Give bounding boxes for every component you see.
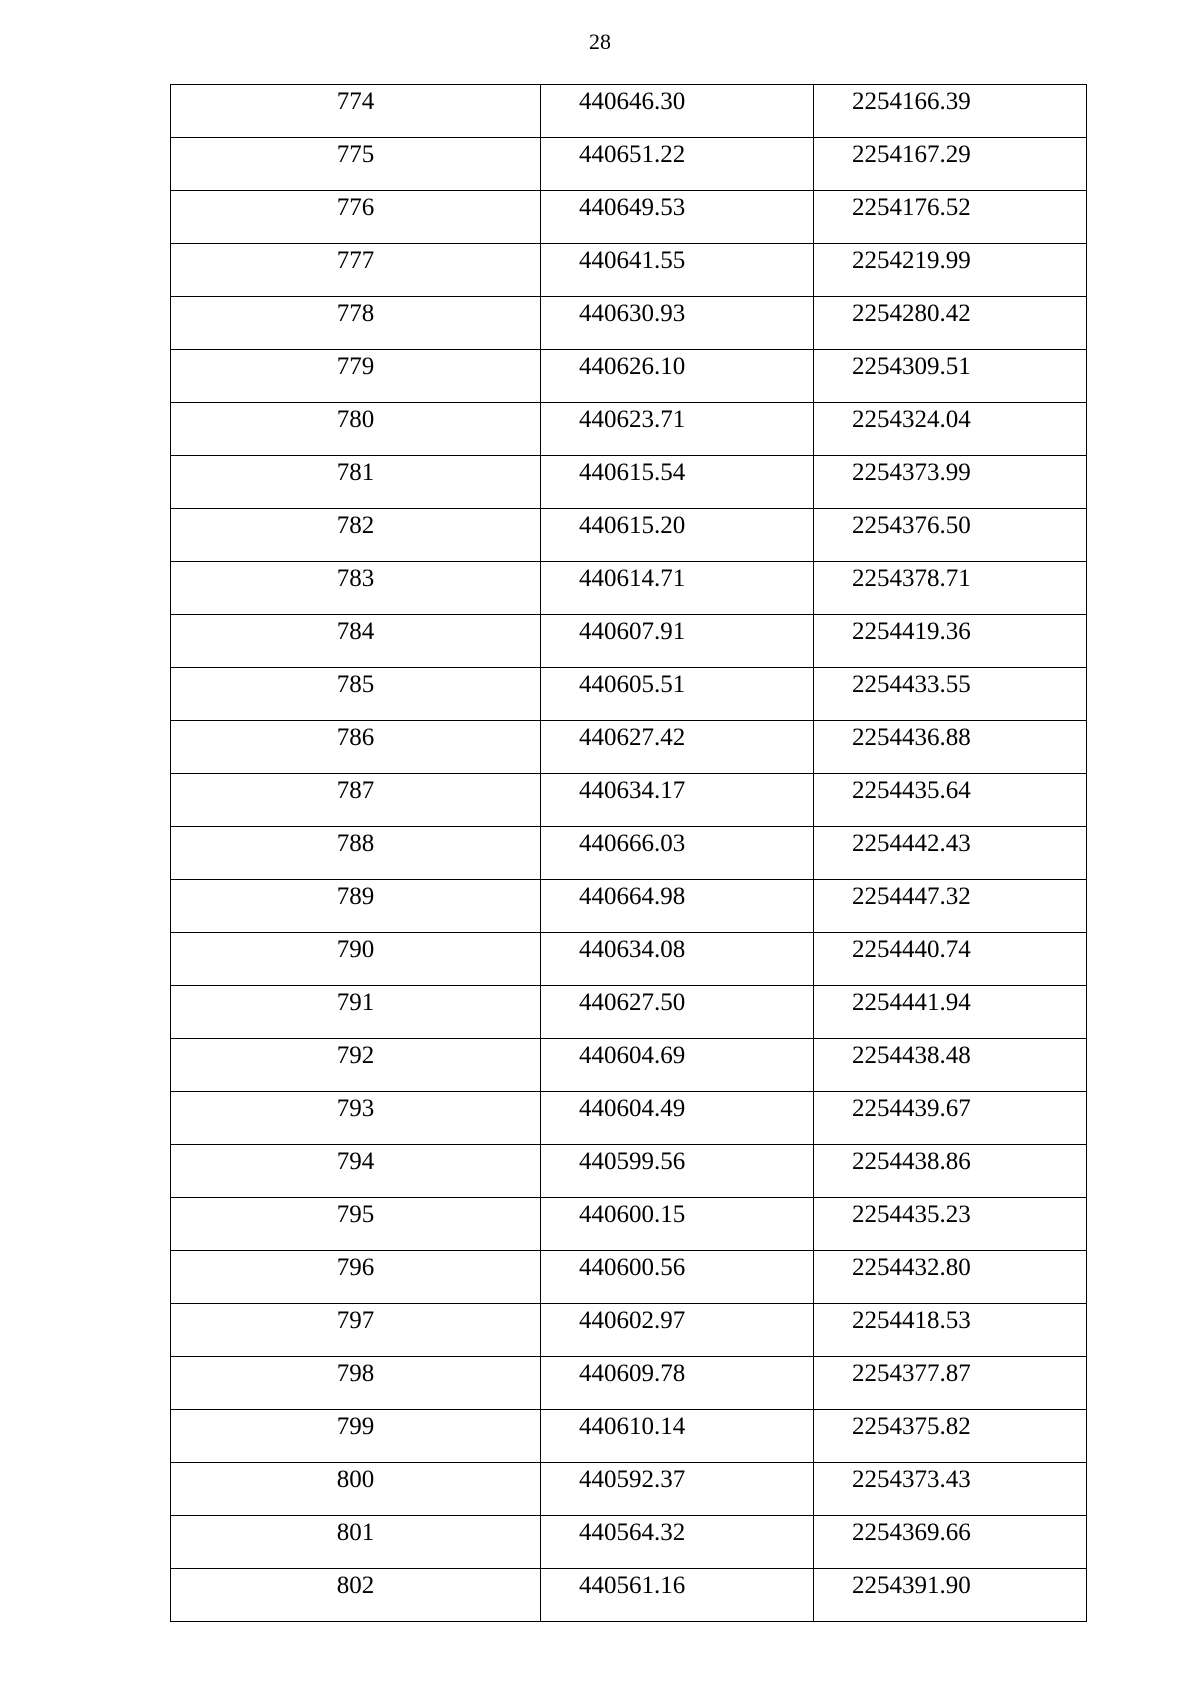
table-row (171, 562, 1087, 615)
cell-text: 440627.50 (579, 989, 686, 1016)
cell-text: 785 (336, 671, 375, 698)
cell-text: 787 (336, 777, 375, 804)
cell-text: 440604.69 (579, 1042, 686, 1069)
x-coordinate-cell (541, 403, 814, 456)
x-coordinate-cell (541, 509, 814, 562)
table-row (171, 297, 1087, 350)
y-coordinate-cell (814, 1516, 1087, 1569)
page-number: 28 (589, 29, 611, 54)
x-coordinate-cell (541, 1145, 814, 1198)
y-coordinate-cell (814, 138, 1087, 191)
cell-text: 2254309.51 (852, 353, 971, 380)
point-number-cell (171, 721, 541, 774)
table-row (171, 668, 1087, 721)
cell-text: 779 (336, 353, 375, 380)
cell-text: 794 (336, 1148, 375, 1175)
point-number-cell (171, 350, 541, 403)
cell-text: 780 (336, 406, 375, 433)
table-row (171, 774, 1087, 827)
cell-text: 440602.97 (579, 1307, 686, 1334)
cell-text: 2254219.99 (852, 247, 971, 274)
cell-text: 777 (336, 247, 375, 274)
point-number-cell (171, 1569, 541, 1622)
y-coordinate-cell (814, 668, 1087, 721)
point-number-cell (171, 509, 541, 562)
point-number-cell (171, 191, 541, 244)
cell-text: 440607.91 (579, 618, 686, 645)
point-number-cell (171, 456, 541, 509)
y-coordinate-cell (814, 615, 1087, 668)
cell-text: 783 (336, 565, 375, 592)
cell-text: 440634.17 (579, 777, 686, 804)
coordinates-table-body (171, 85, 1087, 1622)
cell-text: 440634.08 (579, 936, 686, 963)
table-row (171, 721, 1087, 774)
x-coordinate-cell (541, 1357, 814, 1410)
cell-text: 2254369.66 (852, 1519, 971, 1546)
cell-text: 440561.16 (579, 1572, 686, 1599)
point-number-cell (171, 1463, 541, 1516)
cell-text: 792 (336, 1042, 375, 1069)
cell-text: 795 (336, 1201, 375, 1228)
cell-text: 440646.30 (579, 88, 686, 115)
cell-text: 2254280.42 (852, 300, 971, 327)
cell-text: 440641.55 (579, 247, 686, 274)
table-row (171, 827, 1087, 880)
cell-text: 440592.37 (579, 1466, 686, 1493)
table-row (171, 880, 1087, 933)
cell-text: 2254166.39 (852, 88, 971, 115)
table-row (171, 1251, 1087, 1304)
point-number-cell (171, 1251, 541, 1304)
cell-text: 440615.20 (579, 512, 686, 539)
point-number-cell (171, 1092, 541, 1145)
x-coordinate-cell (541, 1039, 814, 1092)
cell-text: 440604.49 (579, 1095, 686, 1122)
cell-text: 2254439.67 (852, 1095, 971, 1122)
x-coordinate-cell (541, 1304, 814, 1357)
y-coordinate-cell (814, 350, 1087, 403)
table-row (171, 1039, 1087, 1092)
cell-text: 791 (336, 989, 375, 1016)
cell-text: 2254376.50 (852, 512, 971, 539)
table-row (171, 933, 1087, 986)
cell-text: 440600.56 (579, 1254, 686, 1281)
cell-text: 2254435.64 (852, 777, 971, 804)
cell-text: 2254373.99 (852, 459, 971, 486)
y-coordinate-cell (814, 933, 1087, 986)
cell-text: 2254418.53 (852, 1307, 971, 1334)
cell-text: 796 (336, 1254, 375, 1281)
point-number-cell (171, 138, 541, 191)
x-coordinate-cell (541, 1410, 814, 1463)
y-coordinate-cell (814, 1145, 1087, 1198)
y-coordinate-cell (814, 1463, 1087, 1516)
y-coordinate-cell (814, 403, 1087, 456)
cell-text: 2254377.87 (852, 1360, 971, 1387)
x-coordinate-cell (541, 191, 814, 244)
table-row (171, 138, 1087, 191)
cell-text: 782 (336, 512, 375, 539)
cell-text: 800 (336, 1466, 375, 1493)
cell-text: 2254378.71 (852, 565, 971, 592)
cell-text: 440564.32 (579, 1519, 686, 1546)
cell-text: 440600.15 (579, 1201, 686, 1228)
point-number-cell (171, 244, 541, 297)
y-coordinate-cell (814, 880, 1087, 933)
point-number-cell (171, 827, 541, 880)
point-number-cell (171, 1357, 541, 1410)
cell-text: 793 (336, 1095, 375, 1122)
cell-text: 797 (336, 1307, 375, 1334)
x-coordinate-cell (541, 562, 814, 615)
y-coordinate-cell (814, 1410, 1087, 1463)
x-coordinate-cell (541, 138, 814, 191)
y-coordinate-cell (814, 1304, 1087, 1357)
y-coordinate-cell (814, 1357, 1087, 1410)
point-number-cell (171, 562, 541, 615)
table-row (171, 1198, 1087, 1251)
cell-text: 440627.42 (579, 724, 686, 751)
table-row (171, 1463, 1087, 1516)
table-row (171, 456, 1087, 509)
cell-text: 2254373.43 (852, 1466, 971, 1493)
table-row (171, 1410, 1087, 1463)
cell-text: 2254391.90 (852, 1572, 971, 1599)
table-row (171, 85, 1087, 138)
point-number-cell (171, 85, 541, 138)
x-coordinate-cell (541, 933, 814, 986)
x-coordinate-cell (541, 774, 814, 827)
x-coordinate-cell (541, 244, 814, 297)
point-number-cell (171, 1039, 541, 1092)
table-row (171, 986, 1087, 1039)
cell-text: 440609.78 (579, 1360, 686, 1387)
cell-text: 440605.51 (579, 671, 686, 698)
table-row (171, 244, 1087, 297)
x-coordinate-cell (541, 1198, 814, 1251)
cell-text: 2254176.52 (852, 194, 971, 221)
y-coordinate-cell (814, 562, 1087, 615)
x-coordinate-cell (541, 1092, 814, 1145)
cell-text: 788 (336, 830, 375, 857)
y-coordinate-cell (814, 1198, 1087, 1251)
table-row (171, 1304, 1087, 1357)
table-row (171, 615, 1087, 668)
point-number-cell (171, 933, 541, 986)
y-coordinate-cell (814, 721, 1087, 774)
y-coordinate-cell (814, 986, 1087, 1039)
point-number-cell (171, 1198, 541, 1251)
cell-text: 2254442.43 (852, 830, 971, 857)
cell-text: 440666.03 (579, 830, 686, 857)
y-coordinate-cell (814, 1039, 1087, 1092)
y-coordinate-cell (814, 244, 1087, 297)
x-coordinate-cell (541, 721, 814, 774)
cell-text: 775 (336, 141, 375, 168)
x-coordinate-cell (541, 1516, 814, 1569)
cell-text: 790 (336, 936, 375, 963)
table-row (171, 350, 1087, 403)
cell-text: 798 (336, 1360, 375, 1387)
cell-text: 2254441.94 (852, 989, 971, 1016)
cell-text: 2254436.88 (852, 724, 971, 751)
point-number-cell (171, 986, 541, 1039)
point-number-cell (171, 403, 541, 456)
y-coordinate-cell (814, 774, 1087, 827)
cell-text: 440615.54 (579, 459, 686, 486)
cell-text: 2254447.32 (852, 883, 971, 910)
x-coordinate-cell (541, 350, 814, 403)
x-coordinate-cell (541, 456, 814, 509)
cell-text: 781 (336, 459, 375, 486)
cell-text: 2254433.55 (852, 671, 971, 698)
point-number-cell (171, 1145, 541, 1198)
x-coordinate-cell (541, 668, 814, 721)
cell-text: 440626.10 (579, 353, 686, 380)
y-coordinate-cell (814, 191, 1087, 244)
x-coordinate-cell (541, 1569, 814, 1622)
cell-text: 440623.71 (579, 406, 686, 433)
cell-text: 799 (336, 1413, 375, 1440)
point-number-cell (171, 774, 541, 827)
table-row (171, 509, 1087, 562)
cell-text: 440649.53 (579, 194, 686, 221)
cell-text: 2254167.29 (852, 141, 971, 168)
cell-text: 2254419.36 (852, 618, 971, 645)
table-row (171, 403, 1087, 456)
table-row (171, 1569, 1087, 1622)
y-coordinate-cell (814, 827, 1087, 880)
y-coordinate-cell (814, 456, 1087, 509)
x-coordinate-cell (541, 1251, 814, 1304)
cell-text: 440599.56 (579, 1148, 686, 1175)
x-coordinate-cell (541, 85, 814, 138)
table-row (171, 1357, 1087, 1410)
table-row (171, 1145, 1087, 1198)
cell-text: 801 (336, 1519, 375, 1546)
x-coordinate-cell (541, 827, 814, 880)
cell-text: 440664.98 (579, 883, 686, 910)
cell-text: 2254375.82 (852, 1413, 971, 1440)
cell-text: 802 (336, 1572, 375, 1599)
cell-text: 2254435.23 (852, 1201, 971, 1228)
x-coordinate-cell (541, 1463, 814, 1516)
y-coordinate-cell (814, 85, 1087, 138)
point-number-cell (171, 1410, 541, 1463)
point-number-cell (171, 297, 541, 350)
cell-text: 2254438.86 (852, 1148, 971, 1175)
cell-text: 784 (336, 618, 375, 645)
point-number-cell (171, 880, 541, 933)
cell-text: 776 (336, 194, 375, 221)
y-coordinate-cell (814, 1092, 1087, 1145)
cell-text: 786 (336, 724, 375, 751)
table-row (171, 1092, 1087, 1145)
cell-text: 440651.22 (579, 141, 686, 168)
cell-text: 440610.14 (579, 1413, 686, 1440)
x-coordinate-cell (541, 880, 814, 933)
x-coordinate-cell (541, 615, 814, 668)
point-number-cell (171, 1516, 541, 1569)
y-coordinate-cell (814, 1569, 1087, 1622)
cell-text: 789 (336, 883, 375, 910)
cell-text: 440630.93 (579, 300, 686, 327)
cell-text: 2254324.04 (852, 406, 971, 433)
coordinates-table (170, 84, 1087, 1622)
y-coordinate-cell (814, 297, 1087, 350)
point-number-cell (171, 615, 541, 668)
cell-text: 440614.71 (579, 565, 686, 592)
x-coordinate-cell (541, 297, 814, 350)
cell-text: 2254438.48 (852, 1042, 971, 1069)
y-coordinate-cell (814, 1251, 1087, 1304)
cell-text: 2254440.74 (852, 936, 971, 963)
x-coordinate-cell (541, 986, 814, 1039)
y-coordinate-cell (814, 509, 1087, 562)
point-number-cell (171, 1304, 541, 1357)
cell-text: 778 (336, 300, 375, 327)
table-row (171, 191, 1087, 244)
point-number-cell (171, 668, 541, 721)
cell-text: 2254432.80 (852, 1254, 971, 1281)
cell-text: 774 (336, 88, 375, 115)
table-row (171, 1516, 1087, 1569)
